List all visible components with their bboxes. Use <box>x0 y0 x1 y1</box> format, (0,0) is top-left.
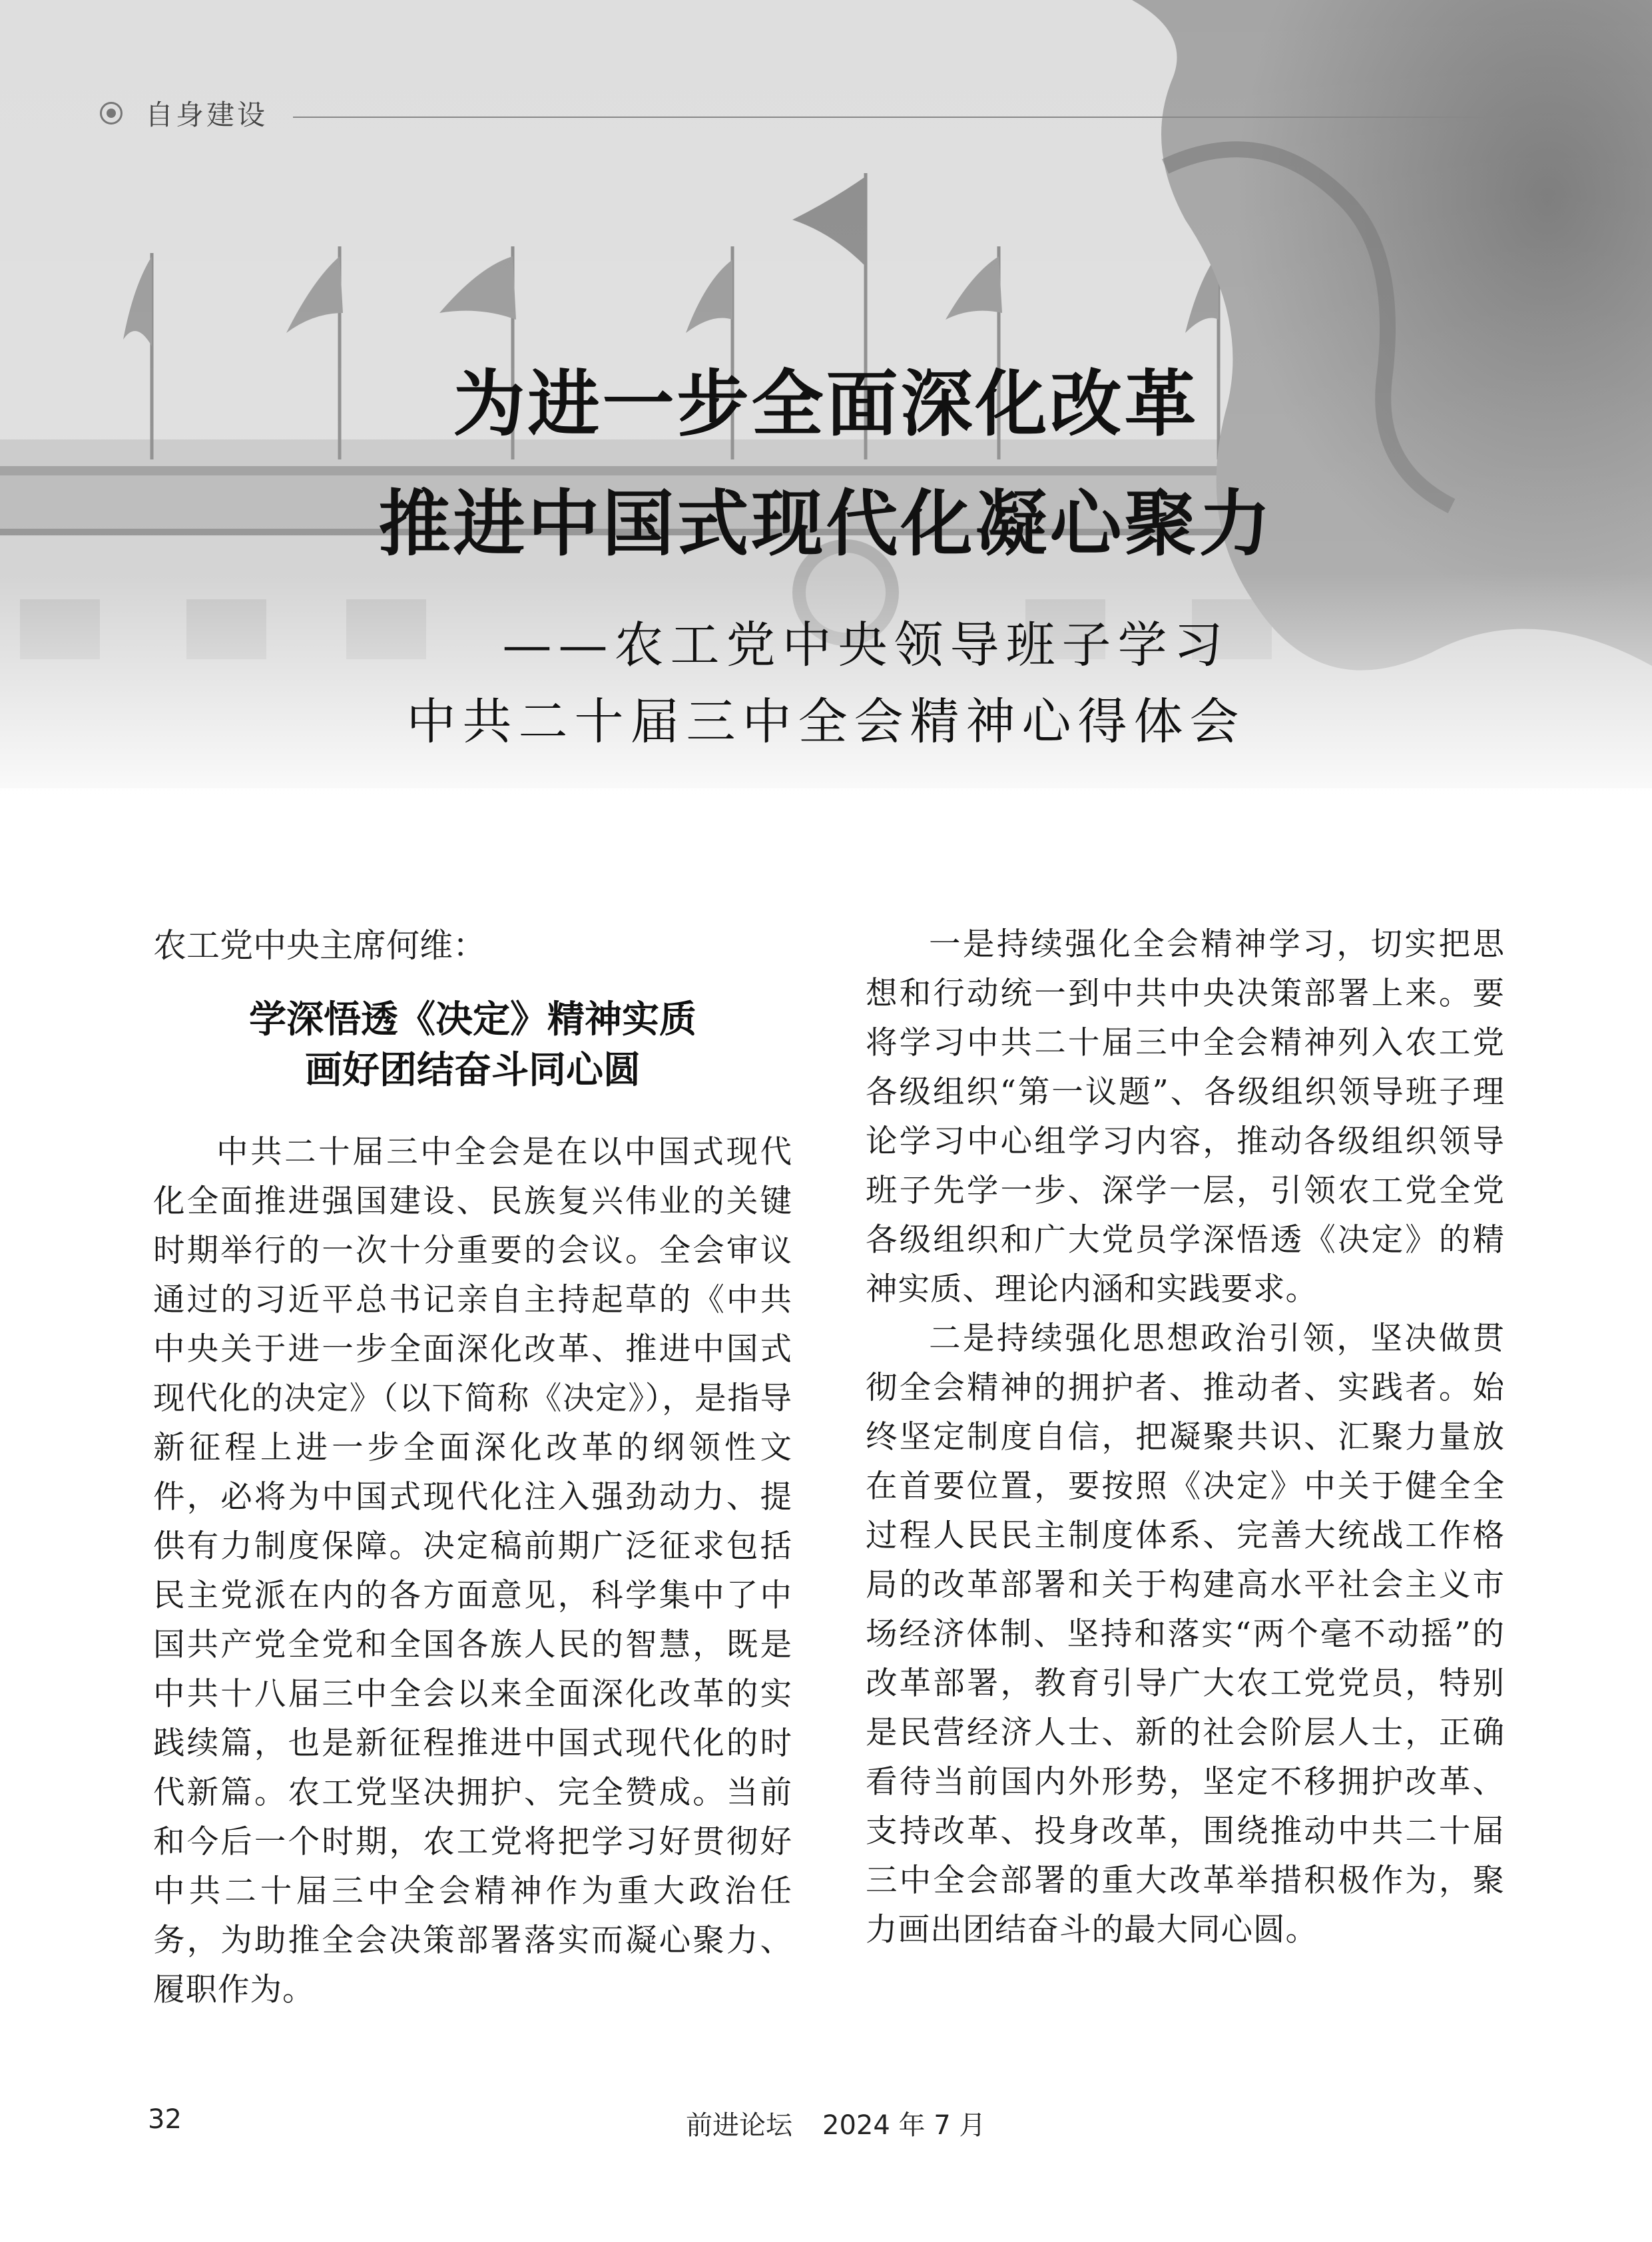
section-tag <box>100 93 268 133</box>
section-divider <box>293 117 1505 118</box>
section-label: 自身建设 <box>145 99 268 131</box>
publication-name: 前进论坛 <box>686 2110 792 2141</box>
subtitle-line2: 中共二十届三中全会精神心得体会 <box>406 693 1246 750</box>
main-title-line2: 推进中国式现代化凝心聚力 <box>378 483 1274 566</box>
article-heading-line1: 学深悟透《决定》精神实质 <box>249 998 696 1041</box>
section-bullet-icon <box>100 102 123 125</box>
right-column <box>866 920 1505 1955</box>
main-title-line1: 为进一步全面深化改革 <box>453 363 1199 446</box>
speaker-name: 农工党中央主席何维： <box>153 926 486 965</box>
body-paragraph: 一是持续强化全会精神学习，切实把思想和行动统一到中共中央决策部署上来。要将学习中共二十届三中全会精神列入农工党各级组织“第一议题”、各级组织领导班子理论学习中心组学习内容，推动各级组织领导班子先学一步、深学一层，引领农工党全党各级组织和广大党员学深悟透《决定》的精神实质、理论内涵和实践要求。 <box>866 926 1505 1308</box>
page-number: 32 <box>148 2104 182 2135</box>
issue-date: 2024 年 7 月 <box>822 2110 986 2141</box>
body-paragraph: 中共二十届三中全会是在以中国式现代化全面推进强国建设、民族复兴伟业的关键时期举行的一次十分重要的会议。全会审议通过的习近平总书记亲自主持起草的《中共中央关于进一步全面深化改革、推进中国式现代化的决定》（以下简称《决定》），是指导新征程上进一步全面深化改革的纲领性文件，必将为中国式现代化注入强劲动力、提供有力制度保障。决定稿前期广泛征求包括民主党派在内的各方面意见，科学集中了中国共产党全党和全国各族人民的智慧，既是中共十八届三中全会以来全面深化改革的实践续篇，也是新征程推进中国式现代化的时代新篇。农工党坚决拥护、完全赞成。当前和今后一个时期，农工党将把学习好贯彻好中共二十届三中全会精神作为重大政治任务，为助推全会决策部署落实而凝心聚力、履职作为。 <box>153 1134 792 2008</box>
subtitle-line1: ——农工党中央领导班子学习 <box>502 617 1230 674</box>
body-paragraph: 二是持续强化思想政治引领，坚决做贯彻全会精神的拥护者、推动者、实践者。始终坚定制度自信，把凝聚共识、汇聚力量放在首要位置，要按照《决定》中关于健全全过程人民民主制度体系、完善大统战工作格局的改革部署和关于构建高水平社会主义市场经济体制、坚持和落实“两个毫不动摇”的改革部署，教育引导广大农工党党员，特别是民营经济人士、新的社会阶层人士，正确看待当前国内外形势，坚定不移拥护改革、支持改革、投身改革，围绕推动中共二十届三中全会部署的重大改革举措积极作为，聚力画出团结奋斗的最大同心圆。 <box>866 1320 1505 1948</box>
left-column <box>153 919 792 2015</box>
article-heading-line2: 画好团结奋斗同心圆 <box>305 1049 641 1092</box>
article-heading <box>153 995 792 1096</box>
